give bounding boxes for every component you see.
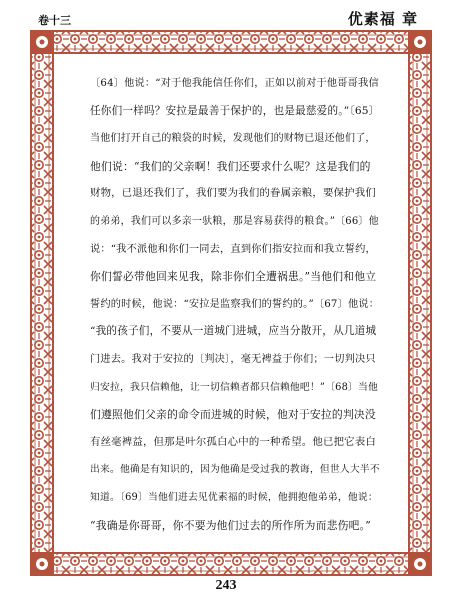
text-line: 当他们打开自己的粮袋的时候，发现他们的财物已退还他们了， [90,133,376,145]
text-line: 的弟弟，我们可以多亲一驮粮，那是容易获得的粮食。”〔66〕他 [90,215,379,227]
text-line: 任你们一样吗？安拉是最善于保护的，也是最慈爱的。”〔65〕 [90,104,380,117]
text-line: 有丝毫裨益，但那是叶尔孤白心中的一种希望。他已把它表白 [90,435,376,448]
text-line: “我确是你哥哥，你不要为他们过去的所作所为而悲伤吧。” [90,518,371,532]
page-number: 243 [215,578,237,593]
text-line: 出来。他确是有知识的，因为他确是受过我的教诲，但世人大半不 [90,464,380,476]
body-text [90,70,380,539]
text-line: 门进去。我对于安拉的〔判决〕，毫无裨益于你们；一切判决只 [90,353,376,365]
text-line: 归安拉，我只信赖他，让一切信赖者都只信赖他吧！”〔68〕当他 [90,381,378,393]
volume-label: 卷十三 [38,14,71,27]
text-line: 誓约的时候，他说：“安拉是监察我们的誓约的。”〔67〕他说： [90,298,380,310]
text-line: 财物，已退还我们了，我们要为我们的眷属亲粮，要保护我们 [90,187,376,200]
text-line: 们遵照他们父亲的命令而进城的时候，他对于安拉的判决没 [90,408,376,422]
text-line: “我的孩子们，不要从一道城门进城，应当分散开，从几道城 [90,325,377,338]
text-line: 你们誓必带他回来见我，除非你们全遭祸患。”当他们和他立 [90,270,377,284]
text-line: 说：“我不派他和你们一同去，直到你们指安拉而和我立誓约， [90,243,376,255]
text-line: 他们说：“我们的父亲啊！我们还要求什么呢？这是我们的 [90,159,371,173]
text-line: 知道。〔69〕当他们进去见优素福的时候，他拥抱他弟弟，他说： [90,491,378,503]
running-header [38,4,418,32]
text-line: 〔64〕他说：“对于他我能信任你们，正如以前对于他哥哥我信 [90,78,379,89]
chapter-title: 优素福 章 [347,10,418,28]
